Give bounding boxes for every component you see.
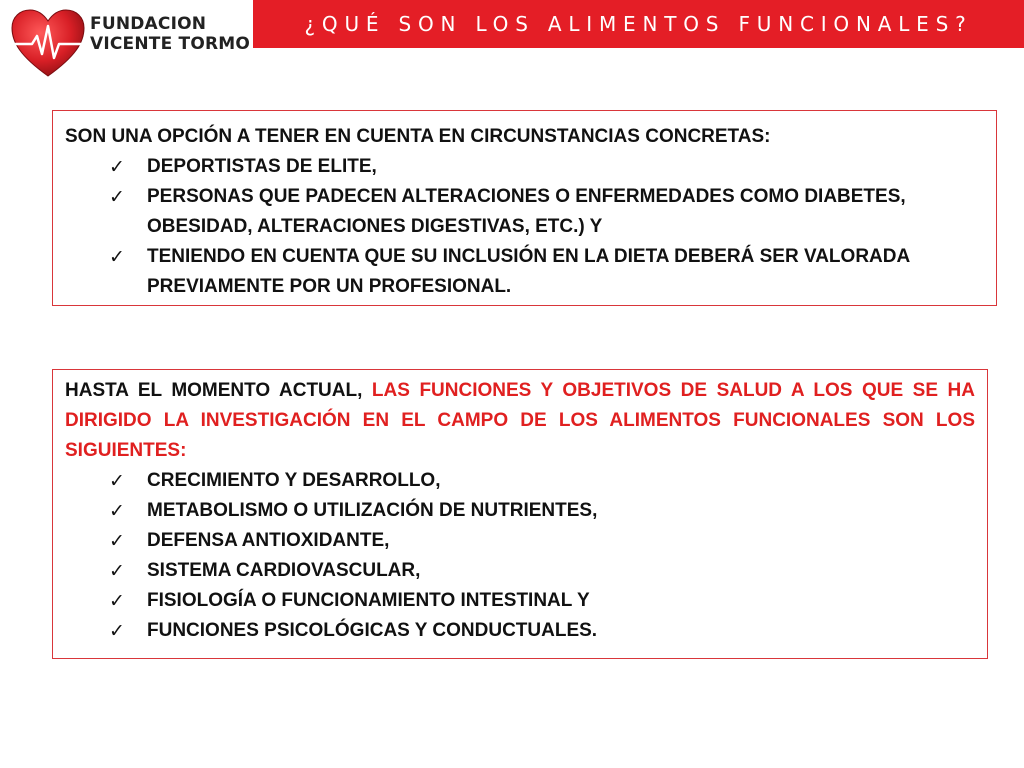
- checkmark-icon: ✓: [109, 590, 125, 612]
- fundacion-logo: [8, 6, 251, 80]
- box1-list: [65, 152, 984, 302]
- list-item-text: PERSONAS QUE PADECEN ALTERACIONES O ENFERMEDADES COMO DIABETES, OBESIDAD, ALTERACIONES DIGESTIVAS, ETC.) Y: [147, 186, 906, 237]
- logo-text: [90, 14, 250, 54]
- logo-line-1: FUNDACION: [90, 14, 207, 34]
- list-item: [65, 466, 975, 496]
- health-functions-box: [52, 369, 988, 659]
- checkmark-icon: ✓: [109, 246, 125, 268]
- list-item-text: SISTEMA CARDIOVASCULAR,: [147, 560, 421, 581]
- list-item-text: METABOLISMO O UTILIZACIÓN DE NUTRIENTES,: [147, 500, 598, 521]
- checkmark-icon: ✓: [109, 156, 125, 178]
- checkmark-icon: ✓: [109, 560, 125, 582]
- checkmark-icon: ✓: [109, 470, 125, 492]
- logo-line-2: VICENTE TORMO: [90, 34, 251, 54]
- list-item: [65, 152, 984, 182]
- list-item: [65, 556, 975, 586]
- list-item-text: DEFENSA ANTIOXIDANTE,: [147, 530, 390, 551]
- list-item-text: CRECIMIENTO Y DESARROLLO,: [147, 470, 441, 491]
- heart-pulse-icon: [10, 8, 86, 80]
- list-item-text: DEPORTISTAS DE ELITE,: [147, 156, 377, 177]
- list-item: [65, 242, 984, 302]
- page-title: ¿QUÉ SON LOS ALIMENTOS FUNCIONALES?: [304, 12, 973, 36]
- list-item-text: TENIENDO EN CUENTA QUE SU INCLUSIÓN EN LA DIETA DEBERÁ SER VALORADA PREVIAMENTE POR UN PROFESIONAL.: [147, 246, 910, 297]
- list-item: [65, 586, 975, 616]
- list-item: [65, 526, 975, 556]
- box2-intro-lead: HASTA EL MOMENTO ACTUAL,: [65, 380, 372, 401]
- list-item: [65, 616, 975, 646]
- list-item-text: FUNCIONES PSICOLÓGICAS Y CONDUCTUALES.: [147, 620, 598, 641]
- box1-intro: SON UNA OPCIÓN A TENER EN CUENTA EN CIRCUNSTANCIAS CONCRETAS:: [65, 126, 771, 147]
- checkmark-icon: ✓: [109, 530, 125, 552]
- box2-intro-highlight: LAS FUNCIONES Y OBJETIVOS DE SALUD A LOS QUE SE HA DIRIGIDO LA INVESTIGACIÓN EN EL CAMPO DE LOS ALIMENTOS FUNCIONALES SON LOS SIGUIENTES:: [65, 380, 975, 461]
- checkmark-icon: ✓: [109, 186, 125, 208]
- list-item: [65, 496, 975, 526]
- checkmark-icon: ✓: [109, 500, 125, 522]
- box2-list: [65, 466, 975, 646]
- circumstances-box: [52, 110, 997, 306]
- checkmark-icon: ✓: [109, 620, 125, 642]
- list-item: [65, 182, 984, 242]
- list-item-text: FISIOLOGÍA O FUNCIONAMIENTO INTESTINAL Y: [147, 590, 590, 611]
- title-bar: [253, 0, 1024, 48]
- box2-intro: [65, 376, 975, 466]
